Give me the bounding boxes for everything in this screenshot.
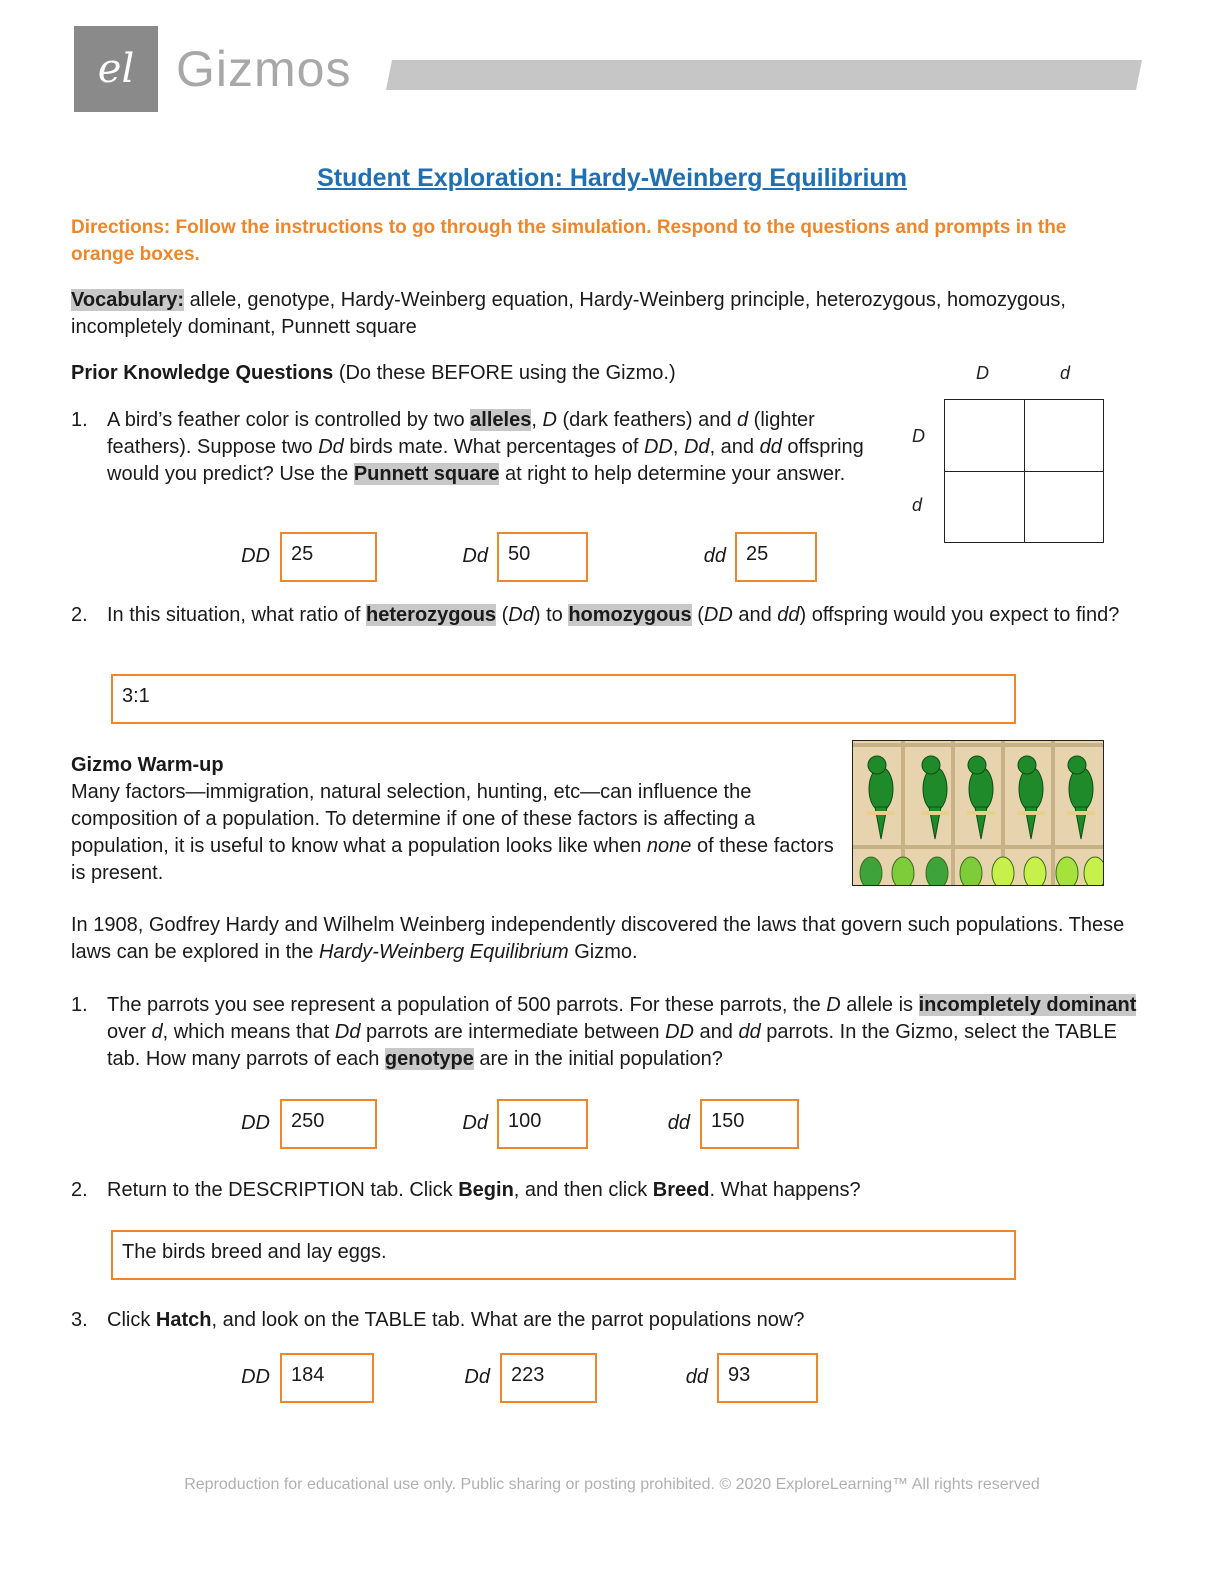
vocabulary: [71, 287, 1131, 341]
warmup-history: In 1908, Godfrey Hardy and Wilhelm Weinberg independently discovered the laws that govern such populations. These laws can be explored in the Hardy-Weinberg Equilibrium Gizmo.: [71, 914, 1125, 963]
answer-label-dd: dd: [703, 545, 726, 567]
warmup-question-1: 1. The parrots you see represent a population of 500 parrots. For these parrots, the D allele is incompletely dominant over d, which means that Dd parrots are intermediate between DD and dd parrots. In the Gizmo, select the TABLE tab. How many parrots of each genotype are in the initial population?: [71, 994, 1137, 1070]
hatch-DD-input[interactable]: 184: [280, 1353, 374, 1403]
warmup-question-3: 3. Click Hatch, and look on the TABLE tab. What are the parrot populations now?: [71, 1309, 805, 1331]
answer-label-Dd: Dd: [464, 1366, 490, 1388]
footer-copyright: Reproduction for educational use only. Public sharing or posting prohibited. © 2020 ExploreLearning™ All rights reserved: [184, 1476, 1040, 1493]
warmup-question-2: 2. Return to the DESCRIPTION tab. Click Begin, and then click Breed. What happens?: [71, 1179, 861, 1201]
answer-label-dd: dd: [667, 1112, 690, 1134]
answer-label-DD: DD: [241, 1112, 270, 1134]
answer-DD-input[interactable]: 25: [280, 532, 377, 582]
prior-knowledge-heading: Prior Knowledge Questions (Do these BEFORE using the Gizmo.): [71, 362, 676, 384]
initial-dd-input[interactable]: 150: [700, 1099, 799, 1149]
gizmos-brand: Gizmos: [176, 41, 352, 97]
prior-question-1: 1. A bird’s feather color is controlled by two alleles, D (dark feathers) and d (lighter feathers). Suppose two Dd birds mate. What percentages of DD, Dd, and dd offspring would you predict? Use the Punnett square at right to help determine your answer.: [71, 409, 864, 485]
prior-question-2: 2. In this situation, what ratio of heterozygous (Dd) to homozygous (DD and dd) offspring would you expect to find?: [71, 604, 1120, 626]
punnett-col-label: D: [976, 363, 989, 383]
ratio-answer-input[interactable]: 3:1: [111, 674, 1016, 724]
hatch-Dd-input[interactable]: 223: [500, 1353, 597, 1403]
answer-dd-input[interactable]: 25: [735, 532, 817, 582]
initial-DD-input[interactable]: 250: [280, 1099, 377, 1149]
answer-label-Dd: Dd: [462, 1112, 488, 1134]
warmup-heading: Gizmo Warm-up: [71, 754, 224, 776]
punnett-col-label: d: [1060, 363, 1071, 383]
header-bar: [386, 60, 1142, 90]
breed-answer-input[interactable]: The birds breed and lay eggs.: [111, 1230, 1016, 1280]
vocabulary-label: Vocabulary:: [71, 289, 184, 311]
answer-label-DD: DD: [241, 545, 270, 567]
punnett-row-label: D: [912, 426, 925, 446]
punnett-row-label: d: [912, 495, 923, 515]
answer-label-Dd: Dd: [462, 545, 488, 567]
answer-label-DD: DD: [241, 1366, 270, 1388]
page-title: Student Exploration: Hardy-Weinberg Equilibrium: [317, 164, 907, 192]
punnett-square[interactable]: [944, 399, 1104, 543]
warmup-section: Gizmo Warm-up Many factors—immigration, natural selection, hunting, etc—can influence the composition of a population. To determine if one of these factors is affecting a population, it is useful to know what a population looks like when none of these factors is present.: [71, 754, 834, 884]
hatch-dd-input[interactable]: 93: [717, 1353, 818, 1403]
vocabulary-terms: allele, genotype, Hardy-Weinberg equation, Hardy-Weinberg principle, heterozygous, homozygous, incompletely dominant, Punnett square: [71, 289, 1066, 338]
parrot-population-image: [852, 740, 1104, 886]
initial-Dd-input[interactable]: 100: [497, 1099, 588, 1149]
directions: Directions: Follow the instructions to go through the simulation. Respond to the questions and prompts in the orange boxes.: [71, 217, 1067, 265]
answer-label-dd: dd: [685, 1366, 708, 1388]
answer-Dd-input[interactable]: 50: [497, 532, 588, 582]
explorelearning-logo: el: [74, 26, 158, 112]
